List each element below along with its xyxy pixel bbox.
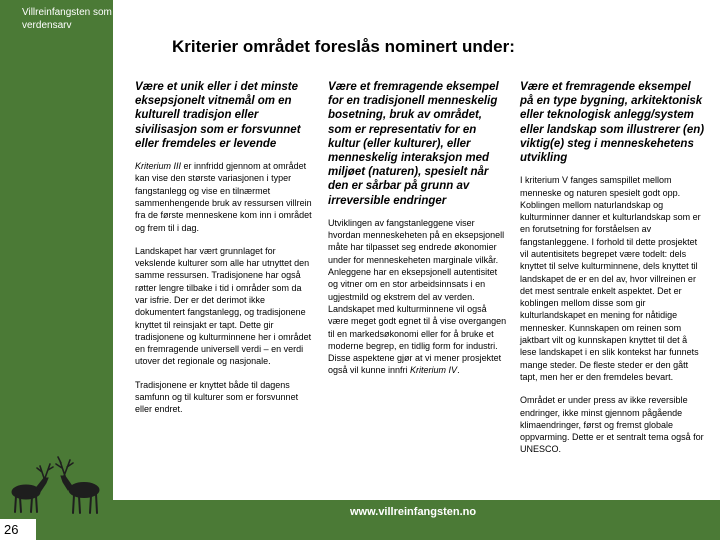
criterion-iv-end: . <box>457 365 460 376</box>
criterion-v-paragraph-2: Området er under press av ikke reversible endringer, ikke minst gjennom pågående klimaendringer, først og fremst globale oppvarming. Dette er et sentralt tema også for UNESCO. <box>520 395 704 455</box>
criterion-iv-heading: Være et fremragende eksempel for en tradisjonell menneskelig bosetning, bruk av området, som er representativ for en kultur (eller kulturer), eller menneskelig interaksjon med miljøet (naturen), spesielt når den er sårbar på grunn av irreversible endringer <box>328 81 499 207</box>
brand-text: Villreinfangsten som verdensarv <box>22 7 112 31</box>
criterion-v-paragraph-1: I kriterium V fanges samspillet mellom menneske og naturen spesielt godt opp. Koblingen mellom naturlandskap og kulturminner danner et kulturlandskap som er en forutsetning for forståelsen av fangstanleggene. I forhold til dette prosjektet vil autentisitets begrepet være todelt: dels knyttet til selve kulturminnene, dels knyttet til landskapet de er en del av, hvor villreinen er det mest sentrale enkelt aspektet. Det er koblingen mellom disse som gir kulturlandskapet en mening for nåtidige mennesker. Kunnskapen om reinen som jaktbart vilt og kunnskapen knyttet til det å lese landskapet i en slik kontekst har funnets mange steder. De fleste steder er den gått tapt, men her er den fremdeles bevart. <box>520 175 701 382</box>
criterion-v-heading: Være et fremragende eksempel på en type bygning, arkitektonisk eller teknologisk anlegg/system eller landskap som illustrerer (en) viktig(e) steg i menneskehetens utvikling <box>520 81 705 165</box>
page-number: 26 <box>0 519 36 540</box>
criterion-iii-heading: Være et unik eller i det minste eksepsjonelt vitnemål om en kulturell tradisjon eller sivilisasjon som er forsvunnet eller fremdeles er levende <box>135 81 301 150</box>
criterion-iii-label: Kriterium III <box>135 161 182 172</box>
footer-url[interactable]: www.villreinfangsten.no <box>350 506 477 518</box>
criterion-v-column <box>520 80 706 467</box>
criterion-iii-paragraph-2: Landskapet har vært grunnlaget for vekslende kulturer som alle har utnyttet den samme ressursen. Tradisjonene har også røtter lengre tilbake i tid i områder som da var isfrie. Der er det derimot ikke dokumentert fangstanlegg, og tradisjonene knyttet til reinsjakt er tapt. Dette gir tradisjonene og kulturminnene her i området en fremragende universell verdi – en verdi utover det regionale og nasjonale. <box>135 245 312 367</box>
criterion-iii-text: er innfridd gjennom at området kan vise den største variasjonen i typer fangstanlegg og vise en tilnærmet sammenhengende bruk av ressursen villrein fra de første menneskene kom inn i området og frem til i dag. <box>135 161 312 233</box>
slide-title: Kriterier området foreslås nominert under: <box>172 37 515 56</box>
reindeer-silhouette-icon <box>4 452 112 516</box>
criterion-iii-paragraph-3: Tradisjonene er knyttet både til dagens samfunn og til kulturer som er forsvunnet eller endret. <box>135 379 299 415</box>
criterion-iv-paragraph-1 <box>328 217 508 377</box>
criterion-iv-column <box>328 80 508 388</box>
criterion-iv-text: Utviklingen av fangstanleggene viser hvordan menneskeheten på en eksepsjonell måte har tilpasset seg endrede økonomier under for menneskeheten marginale vilkår. Anleggene har en eksepsjonell autentisitet og vitner om en stor arbeidsinnsats i en ugjestmild og ekstrem del av verden. Landskapet med kulturminnene vil også være meget godt egnet til å vise overgangen til en markedsøkonomi eller for å bruke et moderne begrep, en tidlig form for industri. Disse aspektene gjør at vi mener prosjektet også vil kunne innfri <box>328 217 507 376</box>
criterion-iii-paragraph-1 <box>135 160 315 234</box>
criterion-iii-column <box>135 80 315 427</box>
criterion-iv-label: Kriterium IV <box>410 365 458 376</box>
